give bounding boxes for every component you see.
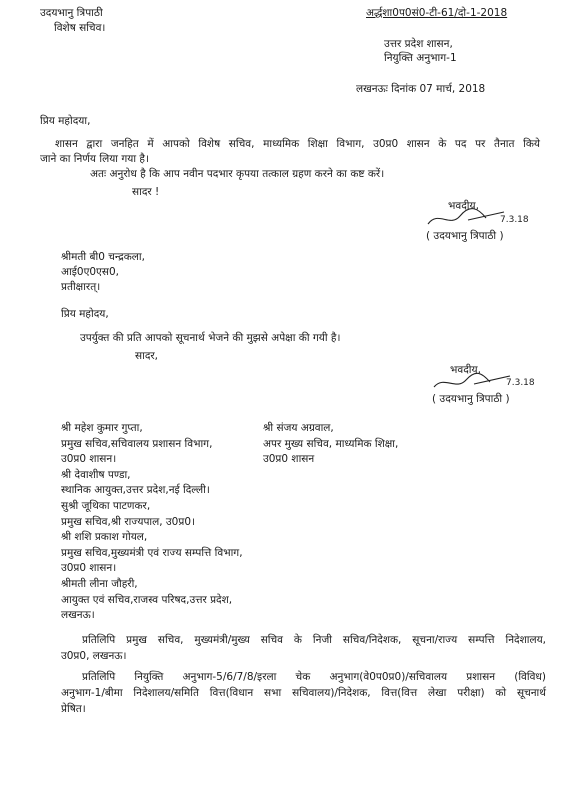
signoff-1-name: ( उदयभानु त्रिपाठी ) (426, 230, 504, 242)
body-1-line-2: जाने का निर्णय लिया गया है। (40, 153, 149, 165)
body-1-line-1: शासन द्वारा जनहित में आपको विशेष सचिव, माध्यमिक शिक्षा विभाग, उ0प्र0 शासन के पद पर तैनात किये (55, 138, 540, 150)
copy-1-line-1: प्रतिलिपि प्रमुख सचिव, मुख्यमंत्री/मुख्य सचिव के निजी सचिव/निदेशक, सूचना/राज्य सम्पत्ति निदेशालय, (82, 634, 546, 646)
signature-2-date: 7.3.18 (506, 378, 535, 388)
recipient-line: सुश्री जूथिका पाटणकर, (61, 499, 151, 512)
body-2-line-1: उपर्युक्त की प्रति आपको सूचनार्थ भेजने की मुझसे अपेक्षा की गयी है। (80, 332, 341, 344)
addressee-line-3: प्रतीक्षारत्। (61, 281, 101, 293)
sender-name: उदयभानु त्रिपाठी (40, 7, 103, 19)
signature-2 (416, 367, 535, 395)
saadar-1: सादर ! (132, 186, 160, 198)
reference-number: अर्द्धशा0प0सं0-टी-61/दो-1-2018 (366, 7, 508, 19)
recipient-line: स्थानिक आयुक्त,उत्तर प्रदेश,नई दिल्ली। (61, 484, 210, 497)
addressee-line-2: आई0ए0एस0, (61, 266, 119, 278)
addressee-line-1: श्रीमती बी0 चन्द्रकला, (61, 251, 145, 263)
recipient-line: श्री महेश कुमार गुप्ता, (61, 422, 143, 434)
saadar-2: सादर, (135, 350, 159, 362)
salutation-2: प्रिय महोदय, (61, 308, 109, 320)
date-line: लखनऊः दिनांक 07 मार्च, 2018 (356, 83, 486, 95)
recipient-line: लखनऊ। (61, 609, 95, 622)
copy-2-line-1: प्रतिलिपि नियुक्ति अनुभाग-5/6/7/8/इरला चेक अनुभाग(वे0प0प्र0)/सचिवालय प्रशासन (विविध) (82, 671, 546, 683)
signoff-2-name: ( उदयभानु त्रिपाठी ) (432, 393, 510, 405)
recipient-line: आयुक्त एवं सचिव,राजस्व परिषद,उत्तर प्रदेश, (61, 593, 233, 606)
recipient-line: प्रमुख सचिव,सचिवालय प्रशासन विभाग, (61, 437, 213, 450)
recipient-line: श्री देवाशीष पण्डा, (61, 468, 131, 481)
office-line-2: नियुक्ति अनुभाग-1 (384, 52, 457, 64)
bhavdiya-2: भवदीय, (450, 364, 481, 376)
salutation-1: प्रिय महोदया, (40, 115, 91, 127)
recipient-line: उ0प्र0 शासन (263, 453, 315, 466)
recipient-line: श्री संजय अग्रवाल, (263, 422, 334, 434)
signature-1-date: 7.3.18 (500, 215, 529, 225)
recipient-line: प्रमुख सचिव,मुख्यमंत्री एवं राज्य सम्पत्ति विभाग, (61, 546, 243, 559)
recipients-left (61, 421, 243, 624)
copy-1-line-2: उ0प्र0, लखनऊ। (61, 650, 127, 662)
copy-2-line-2: अनुभाग-1/बीमा निदेशालय/समिति वित्त(विधान सभा सचिवालय)/निदेशक, वित्त(वित्त लेखा परीक्षा) को सूचनार्थ (61, 687, 546, 699)
recipient-line: उ0प्र0 शासन। (61, 453, 117, 466)
copy-2-line-3: प्रेषित। (61, 703, 86, 715)
recipient-line: उ0प्र0 शासन। (61, 562, 117, 575)
recipient-line: प्रमुख सचिव,श्री राज्यपाल, उ0प्र0। (61, 515, 195, 528)
body-1-line-3: अतः अनुरोध है कि आप नवीन पदभार कृपया तत्काल ग्रहण करने का कष्ट करें। (90, 168, 385, 180)
signature-1 (408, 202, 529, 232)
recipient-line: अपर मुख्य सचिव, माध्यमिक शिक्षा, (263, 437, 399, 450)
recipients-right (263, 421, 398, 468)
recipient-line: श्रीमती लीना जौहरी, (61, 577, 138, 590)
recipient-line: श्री शशि प्रकाश गोयल, (61, 531, 148, 544)
office-line-1: उत्तर प्रदेश शासन, (384, 38, 453, 50)
sender-designation: विशेष सचिव। (54, 22, 106, 34)
bhavdiya-1: भवदीय, (448, 200, 479, 212)
